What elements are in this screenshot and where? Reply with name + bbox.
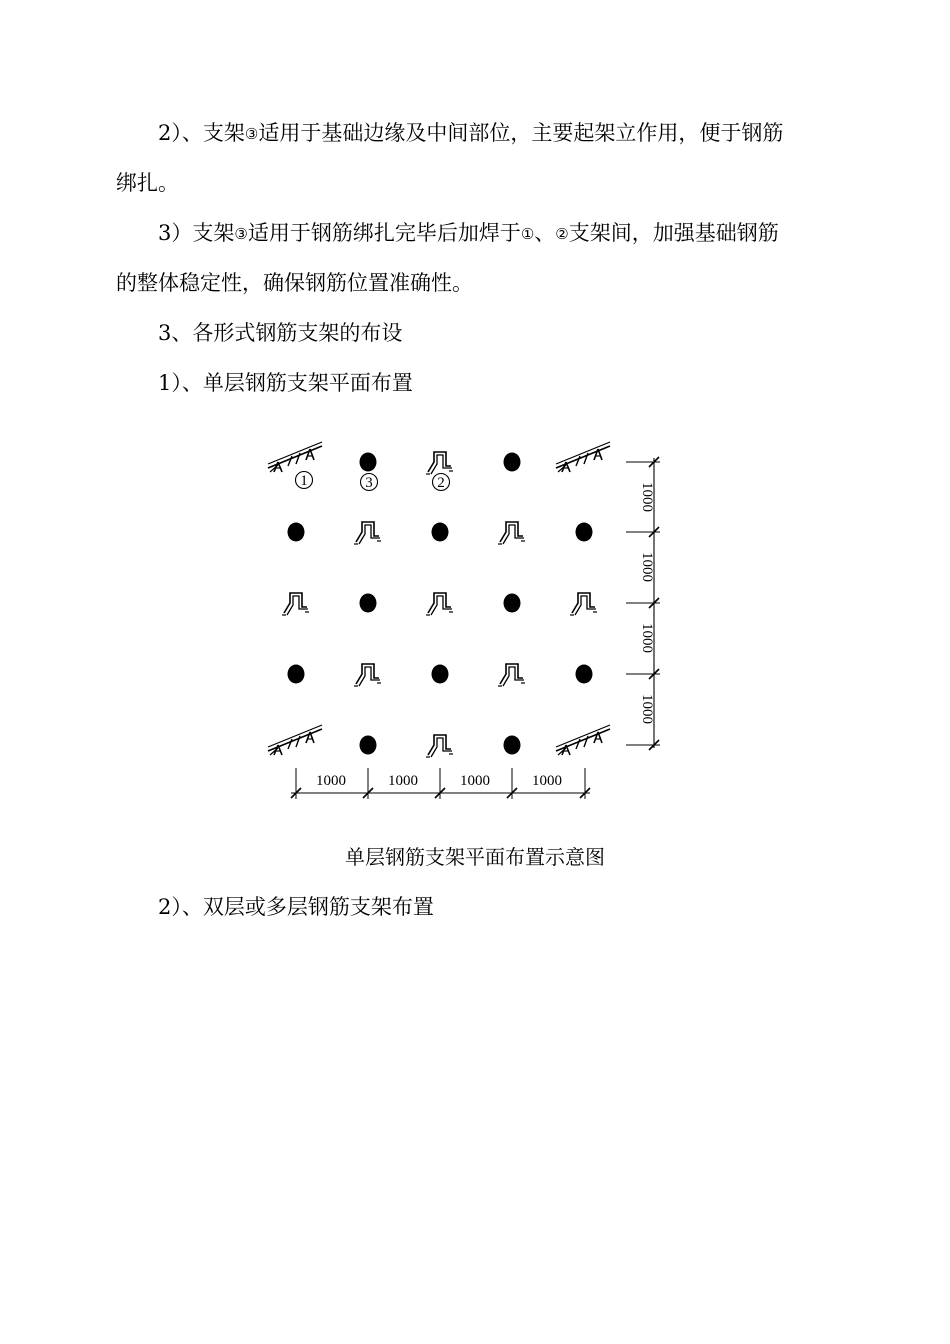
support-3-mark [288,665,305,684]
support-2-mark [426,735,453,757]
paragraph-2-line-2 [116,268,473,298]
support-3-mark [360,453,377,472]
subsection-heading-1: 1）、单层钢筋支架平面布置 [158,371,413,395]
support-3-mark [504,736,521,755]
support-1-mark [268,442,322,472]
support-1-mark [556,442,610,472]
support-3-mark [360,736,377,755]
support-2-mark [498,664,525,686]
label-3: 3 [365,475,373,491]
support-2-mark [354,522,381,544]
support-3-mark [360,594,377,613]
paragraph-1-line-2 [116,168,179,198]
support-2-mark [282,593,309,615]
paragraph-2-text: 适用于钢筋绑扎完毕后加焊于 [247,221,521,245]
vertical-dimension [626,457,660,750]
paragraph-2-separator: 、 [534,221,556,245]
paragraph-1-prefix: 2）、支架 [158,121,245,145]
support-3-mark [504,453,521,472]
support-3-mark [432,523,449,542]
horizontal-dim-2: 1000 [388,773,418,789]
horizontal-dimension [291,768,590,799]
support-1-mark [268,725,322,755]
support-2-mark [426,593,453,615]
support-3-mark [288,523,305,542]
vertical-dim-1: 1000 [639,482,655,512]
paragraph-1-text: 适用于基础边缘及中间部位，主要起架立作用，便于钢筋 [258,121,784,145]
paragraph-2-text-cont: 支架间，加强基础钢筋 [568,221,779,245]
support-1-mark [556,725,610,755]
paragraph-2-prefix: 3）支架 [158,221,235,245]
label-1: 1 [300,473,308,489]
support-1-symbol: ① [520,225,535,243]
support-3-symbol: ③ [234,225,248,243]
support-2-mark [570,593,597,615]
horizontal-dim-3: 1000 [460,773,490,789]
vertical-dim-4: 1000 [639,694,655,724]
support-2-symbol: ② [555,225,569,243]
section-heading: 3、各形式钢筋支架的布设 [158,321,403,345]
paragraph-2-text-end: 的整体稳定性，确保钢筋位置准确性。 [116,271,473,295]
support-3-mark [576,665,593,684]
horizontal-dim-1: 1000 [316,773,346,789]
support-layout-plan-figure [250,430,680,810]
vertical-dim-3: 1000 [639,623,655,653]
paragraph-2-line-1 [158,218,779,248]
support-3-mark [432,665,449,684]
support-2-mark [426,452,453,474]
support-3-mark [576,523,593,542]
subsection-heading-2: 2）、双层或多层钢筋支架布置 [158,895,434,919]
support-3-symbol: ③ [244,125,259,143]
paragraph-1-line-1 [158,118,783,148]
support-2-mark [354,664,381,686]
support-3-mark [504,594,521,613]
label-2: 2 [437,475,445,491]
horizontal-dim-4: 1000 [532,773,562,789]
figure-caption: 单层钢筋支架平面布置示意图 [345,845,605,869]
vertical-dim-2: 1000 [639,552,655,582]
paragraph-1-text-end: 绑扎。 [116,171,179,195]
support-2-mark [498,522,525,544]
